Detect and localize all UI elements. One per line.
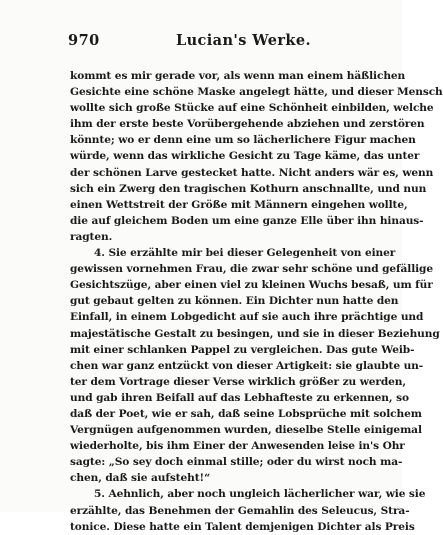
text-line: chen, daß sie aufsteht!“ [70,472,211,485]
text-line: tonice. Diese hatte ein Talent demjenigen Dichter als Preis [70,520,415,533]
text-line: gewissen vornehmen Frau, die zwar sehr schöne und gefällige [70,263,434,276]
body-text [70,68,443,535]
text-line: könnte; wo er denn eine um so lächerlichere Figur machen [70,134,416,147]
paragraph-start-line: 5. Aehnlich, aber noch ungleich lächerlicher war, wie sie [94,488,426,501]
text-line: Gesichtszüge, aber einen viel zu kleinen Wuchs besaß, um für [70,279,433,292]
page-number: 970 [68,32,100,49]
page-header [68,30,368,52]
text-line: ter dem Vortrage dieser Verse wirklich größer zu werden, [70,375,406,388]
text-line: wollte sich große Stücke auf eine Schönheit einbilden, welche [70,102,434,115]
text-line: ragten. [70,230,113,243]
text-line: chen war ganz entzückt von dieser Artigkeit: sie glaubte un- [70,359,424,372]
text-line: und gab ihren Beifall auf das Lebhafteste zu erkennen, so [70,391,409,404]
text-line: der schönen Larve gestecket hatte. Nicht anders wär es, wenn [70,166,434,179]
text-line: würde, wenn das wirkliche Gesicht zu Tage käme, das unter [70,150,420,163]
text-line: Gesichte eine schöne Maske angelegt hätte, und dieser Mensch [70,86,443,99]
running-title: Lucian's Werke. [176,32,311,49]
text-line: ihm der erste beste Vorübergehende abziehen und zerstören [70,118,425,131]
text-line: gut gebaut gelten zu können. Ein Dichter nun hatte den [70,295,399,308]
text-line: mit einer schlanken Pappel zu vergleichen. Das gute Weib- [70,343,415,356]
text-line: Einfall, in einem Lobgedicht auf sie auch ihre prächtige und [70,311,424,324]
text-line: majestätische Gestalt zu besingen, und sie in dieser Beziehung [70,327,440,340]
text-line: einen Wettstreit der Größe mit Männern eingehen wollte, [70,198,408,211]
text-line: Vergnügen aufgenommen wurden, dieselbe Stelle einigemal [70,424,422,437]
text-line: sagte: „So sey doch einmal stille; oder du wirst noch ma- [70,456,403,469]
text-line: daß der Poet, wie er sah, daß seine Lobsprüche mit solchem [70,407,422,420]
text-line: erzählte, das Benehmen der Gemahlin des Seleucus, Stra- [70,504,410,517]
text-line: kommt es mir gerade vor, als wenn man einem häßlichen [70,70,406,82]
text-line: die auf gleichem Boden um eine ganze Elle über ihn hinaus- [70,214,424,227]
paragraph-start-line: 4. Sie erzählte mir bei dieser Gelegenheit von einer [94,247,396,260]
text-line: wiederholte, bis ihm Einer der Anwesenden leise in's Ohr [70,440,405,453]
text-line: sich ein Zwerg den tragischen Kothurn anschnallte, und nun [70,182,427,195]
